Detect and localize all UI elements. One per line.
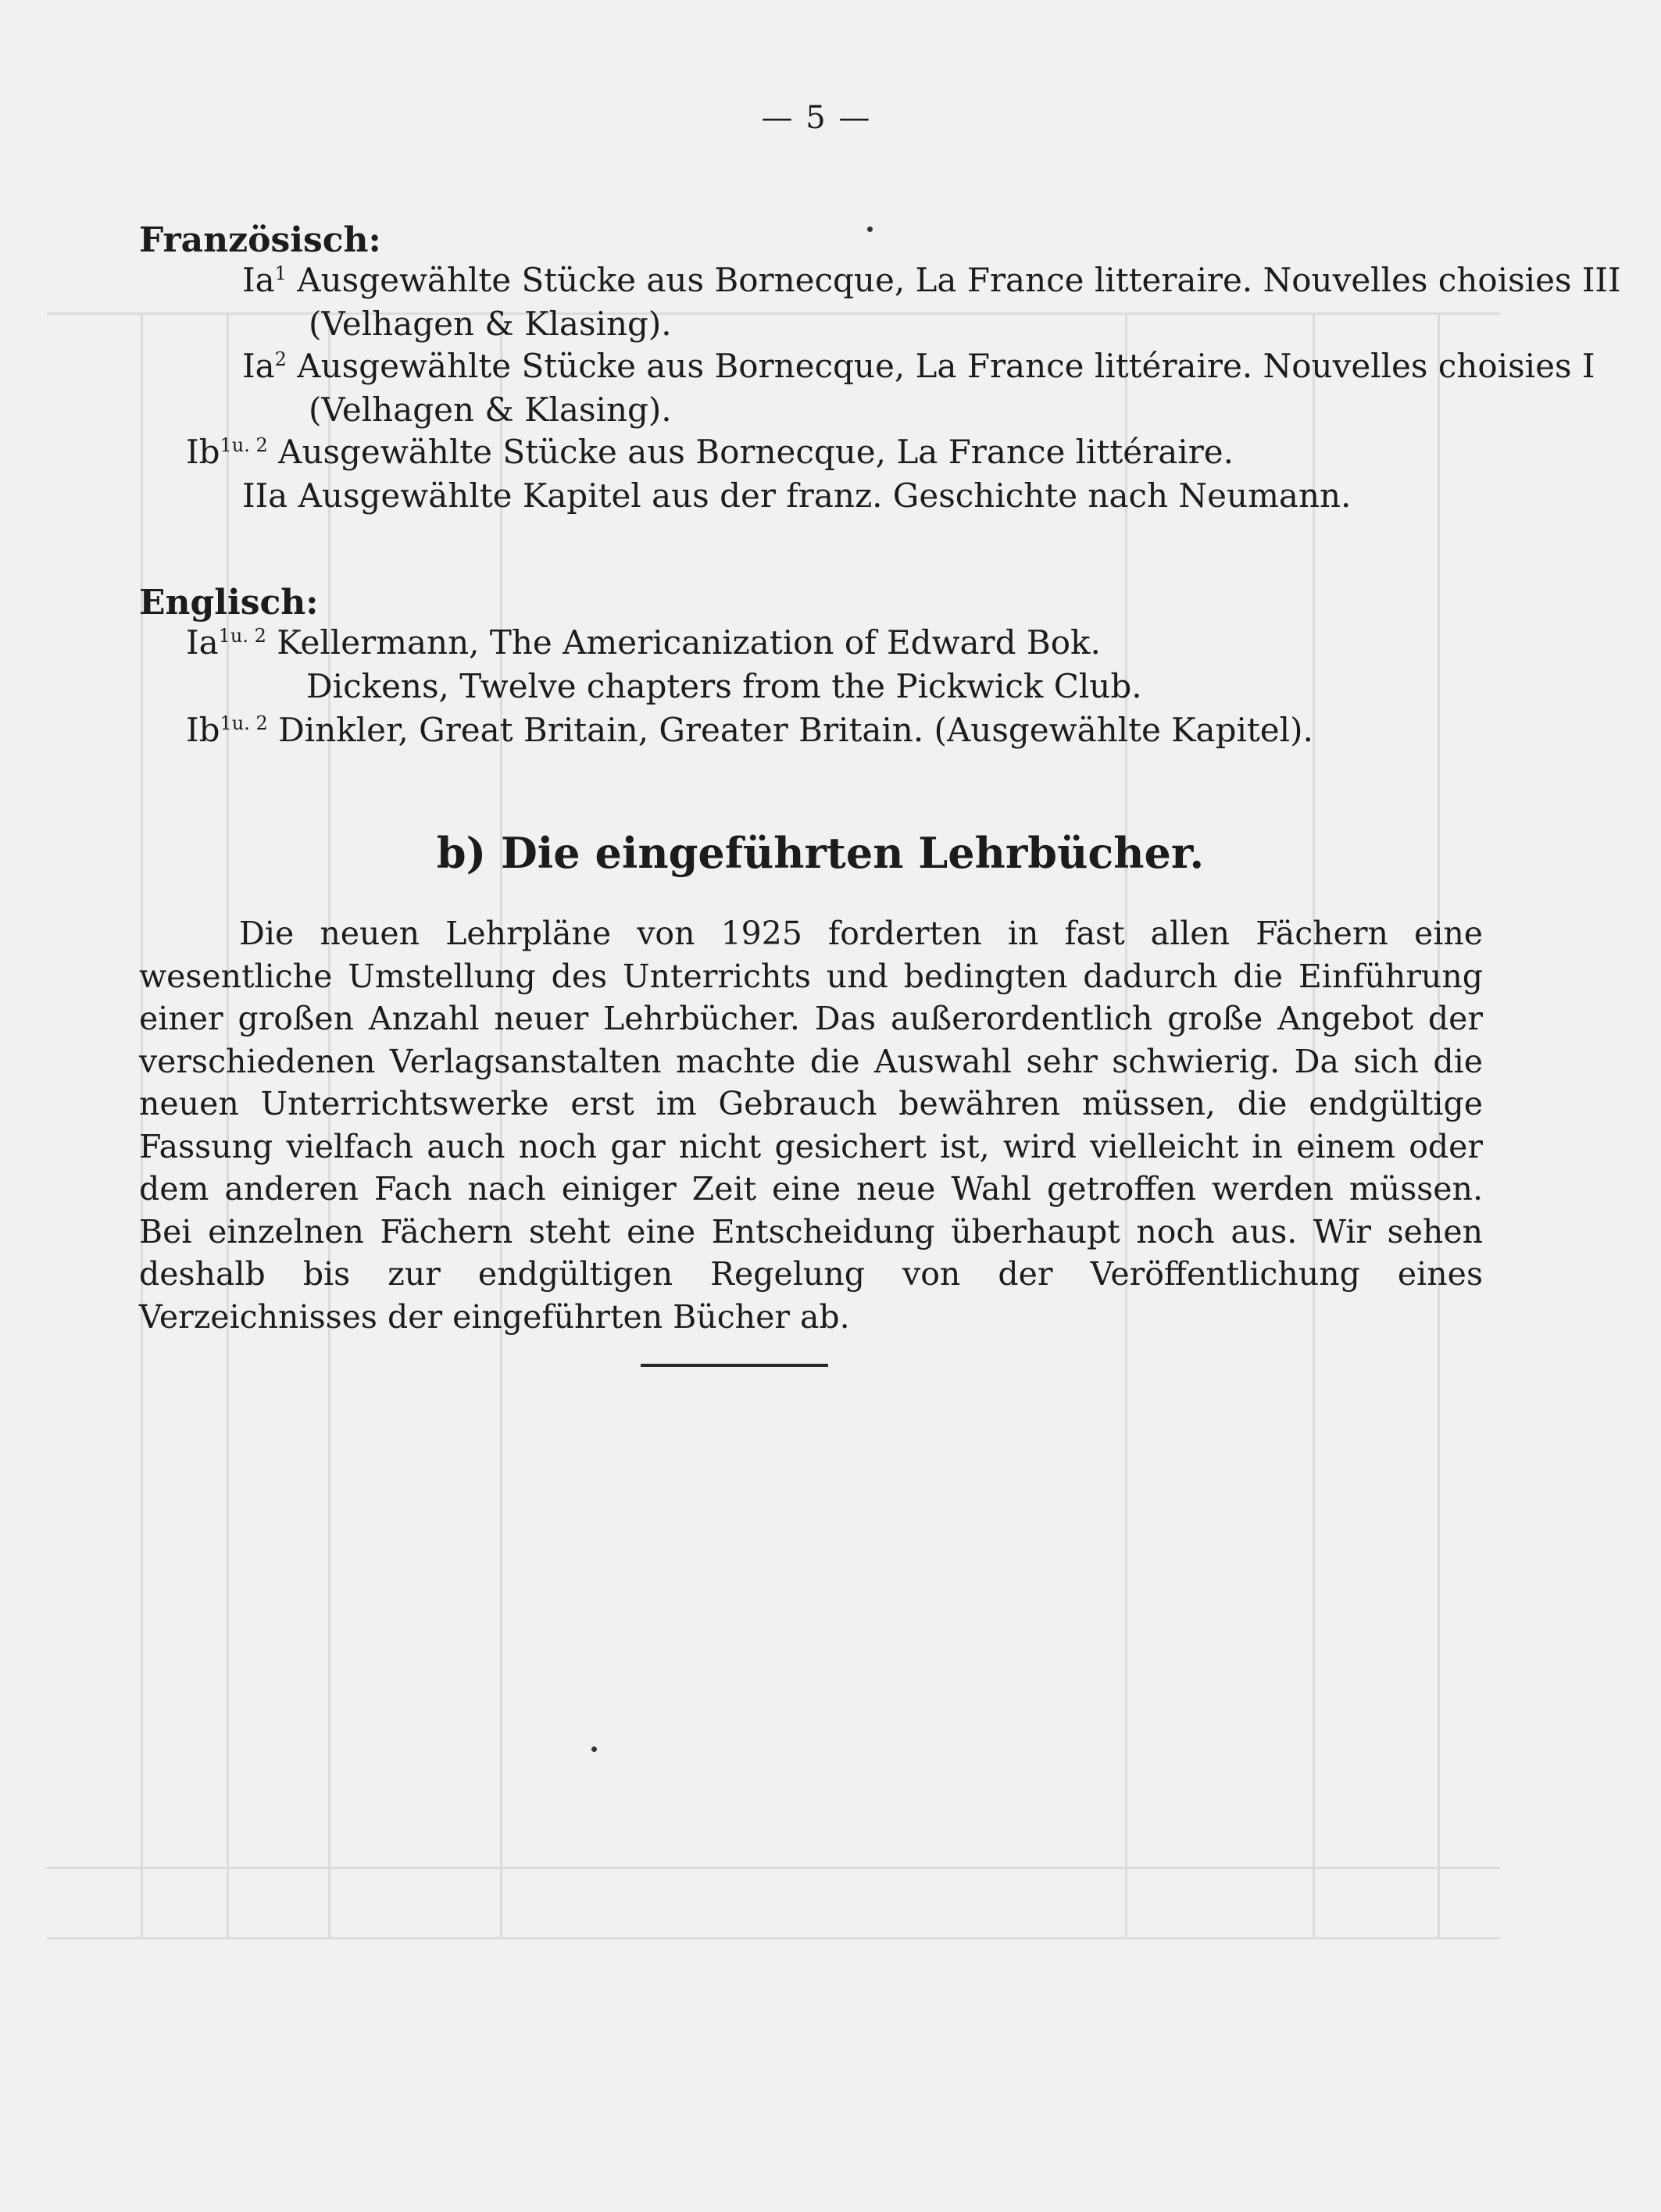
class-label: IIa xyxy=(242,476,288,515)
class-label: $Ib^{1u. 2}$ xyxy=(186,711,268,749)
french-entry-4: IIa Ausgewählte Kapitel aus der franz. Geschichte nach Neumann. xyxy=(242,476,1352,515)
french-entry-1-line1: Ia$^1$ Ausgewählte Stücke aus Bornecque, La France litteraire. Nouvelles choisies III xyxy=(242,261,1621,299)
ink-speck xyxy=(591,1746,597,1752)
class-label: Ia$^1$ xyxy=(242,261,287,299)
english-entry-2: Dickens, Twelve chapters from the Pickwick Club. xyxy=(306,667,1142,705)
french-entry-3: $Ib^{1u. 2}$ Ausgewählte Stücke aus Bornecque, La France littéraire. xyxy=(186,433,1234,471)
body-paragraph xyxy=(139,912,1483,1338)
french-entry-2-line2: (Velhagen & Klasing). xyxy=(309,391,672,429)
english-entry-3: $Ib^{1u. 2}$ Dinkler, Great Britain, Greater Britain. (Ausgewählte Kapitel). xyxy=(186,711,1313,749)
class-label: $Ib^{1u. 2}$ xyxy=(186,433,268,471)
class-label: $Ia^{1u. 2}$ xyxy=(186,623,266,662)
french-entry-1-line2: (Velhagen & Klasing). xyxy=(309,305,672,343)
english-heading: Englisch: xyxy=(139,583,319,623)
class-label: Ia$^2$ xyxy=(242,347,287,385)
french-heading: Französisch: xyxy=(139,220,381,260)
ink-speck xyxy=(867,227,873,232)
paragraph-text: Die neuen Lehrpläne von 1925 forderten in fast allen Fächern eine wesentliche Umstellung des Unterrichts und bedingten dadurch die Einführung einer großen Anzahl neuer Lehrbücher. Das außerordentlich große Angebot der verschiedenen Verlagsanstalten machte die Auswahl sehr schwierig. Da sich die neuen Unterrichtswerke erst im Gebrauch bewähren müssen, die endgültige Fassung vielfach auch noch gar nicht gesichert ist, wird vielleicht in einem oder dem anderen Fach nach einiger Zeit eine neue Wahl getroffen werden müssen. Bei einzelnen Fächern steht eine Entscheidung überhaupt noch aus. Wir sehen deshalb bis zur endgültigen Regelung von der Veröffentlichung eines Verzeichnisses der eingeführten Bücher ab. xyxy=(139,915,1483,1336)
section-title: b) Die eingeführten Lehrbücher. xyxy=(436,828,1205,878)
french-entry-2-line1: Ia$^2$ Ausgewählte Stücke aus Bornecque, La France littéraire. Nouvelles choisies I xyxy=(242,347,1595,385)
page-number: — 5 — xyxy=(761,100,872,136)
english-entry-1: $Ia^{1u. 2}$ Kellermann, The Americanization of Edward Bok. xyxy=(186,623,1101,662)
section-divider xyxy=(641,1364,828,1367)
